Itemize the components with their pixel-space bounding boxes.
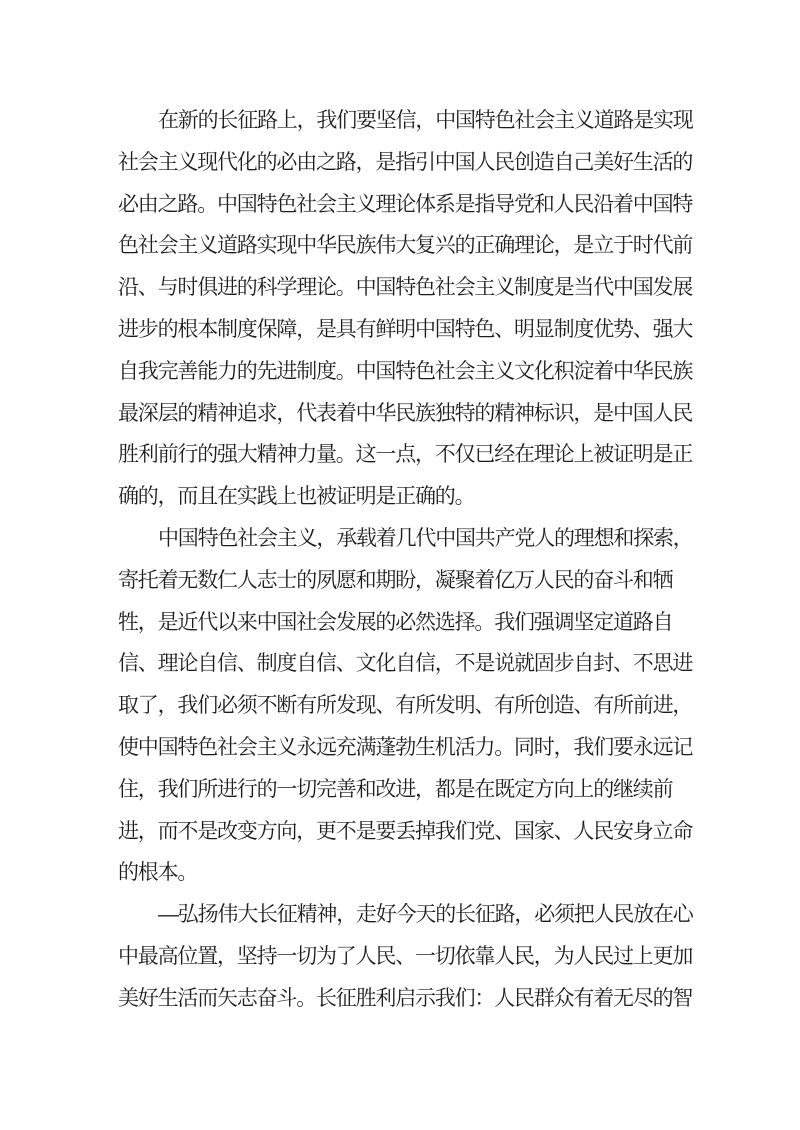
text-line: 信、理论自信、制度自信、文化自信，不是说就固步自封、不思进 (118, 652, 693, 676)
text-line: 取了，我们必须不断有所发现、有所发明、有所创造、有所前进， (118, 694, 693, 718)
text-line: 中最高位置，坚持一切为了人民、一切依靠人民，为人民过上更加 (118, 944, 693, 968)
text-line: 寄托着无数仁人志士的夙愿和期盼，凝聚着亿万人民的奋斗和牺 (118, 568, 673, 592)
text-line: 中国特色社会主义，承载着几代中国共产党人的理想和探索， (158, 526, 693, 550)
paragraph (118, 100, 704, 518)
text-line: 确的，而且在实践上也被证明是正确的。 (118, 485, 475, 509)
paragraph (118, 518, 704, 894)
text-line: —弘扬伟大长征精神，走好今天的长征路，必须把人民放在心 (158, 903, 693, 927)
text-line: 牲，是近代以来中国社会发展的必然选择。我们强调坚定道路自 (118, 610, 673, 634)
text-line: 自我完善能力的先进制度。中国特色社会主义文化积淀着中华民族 (118, 359, 693, 383)
text-line: 使中国特色社会主义永远充满蓬勃生机活力。同时，我们要永远记 (118, 735, 693, 759)
text-line: 进步的根本制度保障，是具有鲜明中国特色、明显制度优势、强大 (118, 317, 693, 341)
text-line: 必由之路。中国特色社会主义理论体系是指导党和人民沿着中国特 (118, 192, 693, 216)
text-line: 在新的长征路上，我们要坚信，中国特色社会主义道路是实现 (158, 109, 693, 132)
document-body (118, 100, 704, 1020)
text-line: 住，我们所进行的一切完善和改进，都是在既定方向上的继续前 (118, 777, 673, 801)
text-line: 色社会主义道路实现中华民族伟大复兴的正确理论，是立于时代前 (118, 234, 693, 258)
text-line: 的根本。 (118, 861, 198, 885)
text-line: 美好生活而矢志奋斗。长征胜利启示我们：人民群众有着无尽的智 (118, 986, 693, 1010)
text-line: 社会主义现代化的必由之路，是指引中国人民创造自己美好生活的 (118, 150, 693, 174)
text-line: 胜利前行的强大精神力量。这一点，不仅已经在理论上被证明是正 (118, 443, 693, 467)
paragraph (118, 894, 704, 1019)
text-line: 最深层的精神追求，代表着中华民族独特的精神标识，是中国人民 (118, 401, 693, 425)
text-line: 进，而不是改变方向，更不是要丢掉我们党、国家、人民安身立命 (118, 819, 693, 843)
text-line: 沿、与时俱进的科学理论。中国特色社会主义制度是当代中国发展 (118, 276, 693, 300)
